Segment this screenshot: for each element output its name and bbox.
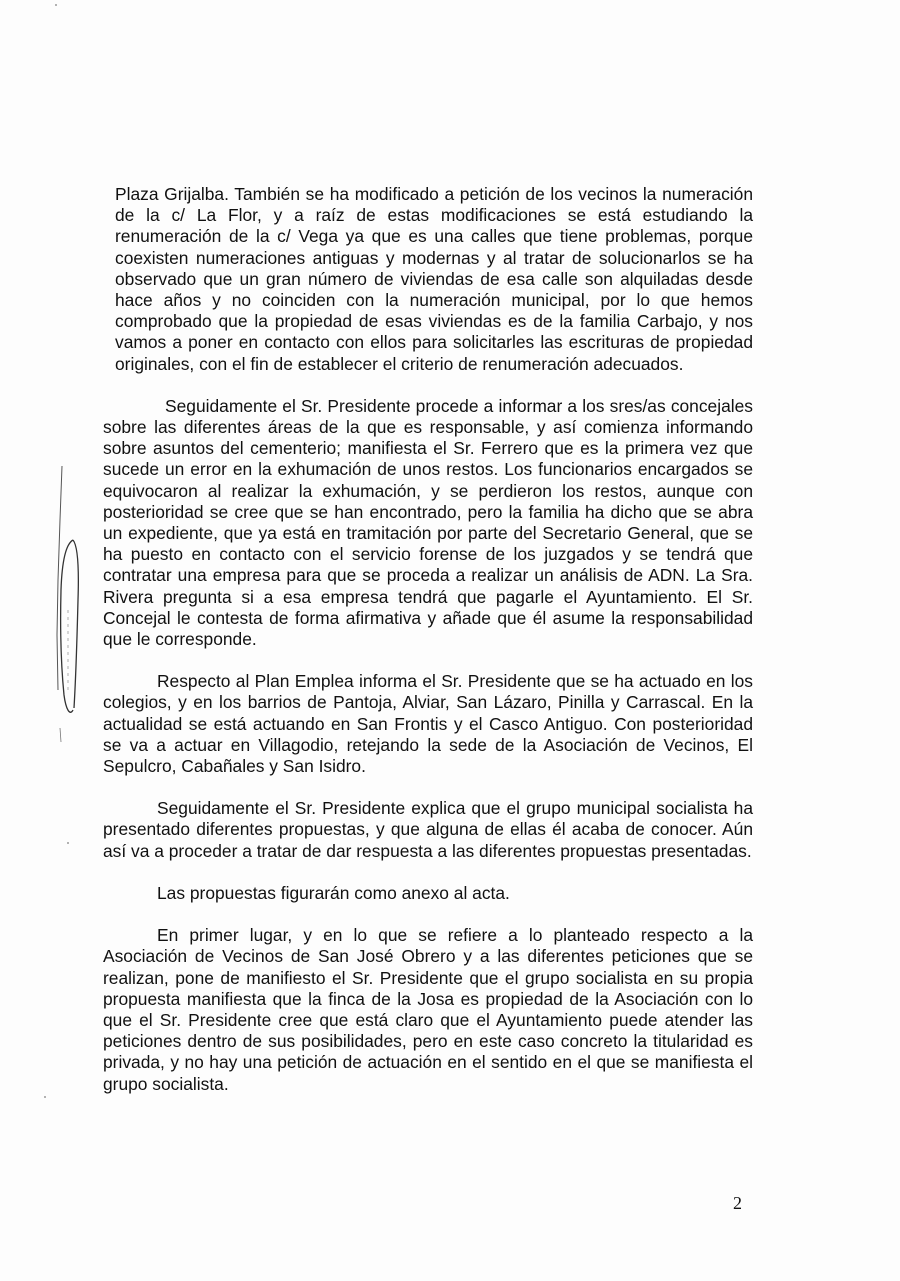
page-number: 2 (733, 1193, 742, 1213)
paragraph: Seguidamente el Sr. Presidente procede a informar a los sres/as concejales sobre las diferentes áreas de la que es responsable, y así comienza informando sobre asuntos del cementerio; manifiesta el Sr. Ferrero que es la primera vez que sucede un error en la exhumación de unos restos. Los funcionarios encargados se equivocaron al realizar la exhumación, y se perdieron los restos, aunque con posterioridad se cree que se han encontrado, pero la familia ha dicho que se abra un expediente, que ya está en tramitación por parte del Secretario General, que se ha puesto en contacto con el servicio forense de los juzgados y se tendrá que contratar una empresa para que se proceda a realizar un análisis de ADN. La Sra. Rivera pregunta si a esa empresa tendrá que pagarle el Ayuntamiento. El Sr. Concejal le contesta de forma afirmativa y añade que él asume la responsabilidad que le corresponde. (103, 395, 753, 650)
scan-speck (55, 4, 57, 6)
paragraph: Seguidamente el Sr. Presidente explica que el grupo municipal socialista ha presentado diferentes propuestas, y que alguna de ellas él acaba de conocer. Aún así va a proceder a tratar de dar respuesta a las diferentes propuestas presentadas. (103, 798, 753, 861)
document-body (103, 184, 753, 1116)
scan-speck (44, 1096, 46, 1098)
paragraph: Plaza Grijalba. También se ha modificado a petición de los vecinos la numeración de la c/ La Flor, y a raíz de estas modificaciones se está estudiando la renumeración de la c/ Vega ya que es una calles que tiene problemas, porque coexisten numeraciones antiguas y modernas y al tratar de solucionarlos se ha observado que un gran número de viviendas de esa calle son alquiladas desde hace años y no coinciden con la numeración municipal, por lo que hemos comprobado que la propiedad de esas viviendas es de la familia Carbajo, y nos vamos a poner en contacto con ellos para solicitarles las escrituras de propiedad originales, con el fin de establecer el criterio de renumeración adecuados. (115, 184, 753, 374)
paragraph: Las propuestas figurarán como anexo al acta. (157, 882, 510, 903)
handwritten-margin-mark (40, 460, 90, 750)
scan-speck (67, 842, 69, 844)
paragraph: Respecto al Plan Emplea informa el Sr. Presidente que se ha actuado en los colegios, y en los barrios de Pantoja, Alviar, San Lázaro, Pinilla y Carrascal. En la actualidad se está actuando en San Frontis y el Casco Antiguo. Con posterioridad se va a actuar en Villagodio, retejando la sede de la Asociación de Vecinos, El Sepulcro, Cabañales y San Isidro. (103, 671, 753, 777)
paragraph: En primer lugar, y en lo que se refiere a lo planteado respecto a la Asociación de Vecinos de San José Obrero y a las diferentes peticiones que se realizan, pone de manifiesto el Sr. Presidente que el grupo socialista en su propia propuesta manifiesta que la finca de la Josa es propiedad de la Asociación con lo que el Sr. Presidente cree que está claro que el Ayuntamiento puede atender las peticiones dentro de sus posibilidades, pero en este caso concreto la titularidad es privada, y no hay una petición de actuación en el sentido en el que se manifiesta el grupo socialista. (103, 925, 753, 1094)
